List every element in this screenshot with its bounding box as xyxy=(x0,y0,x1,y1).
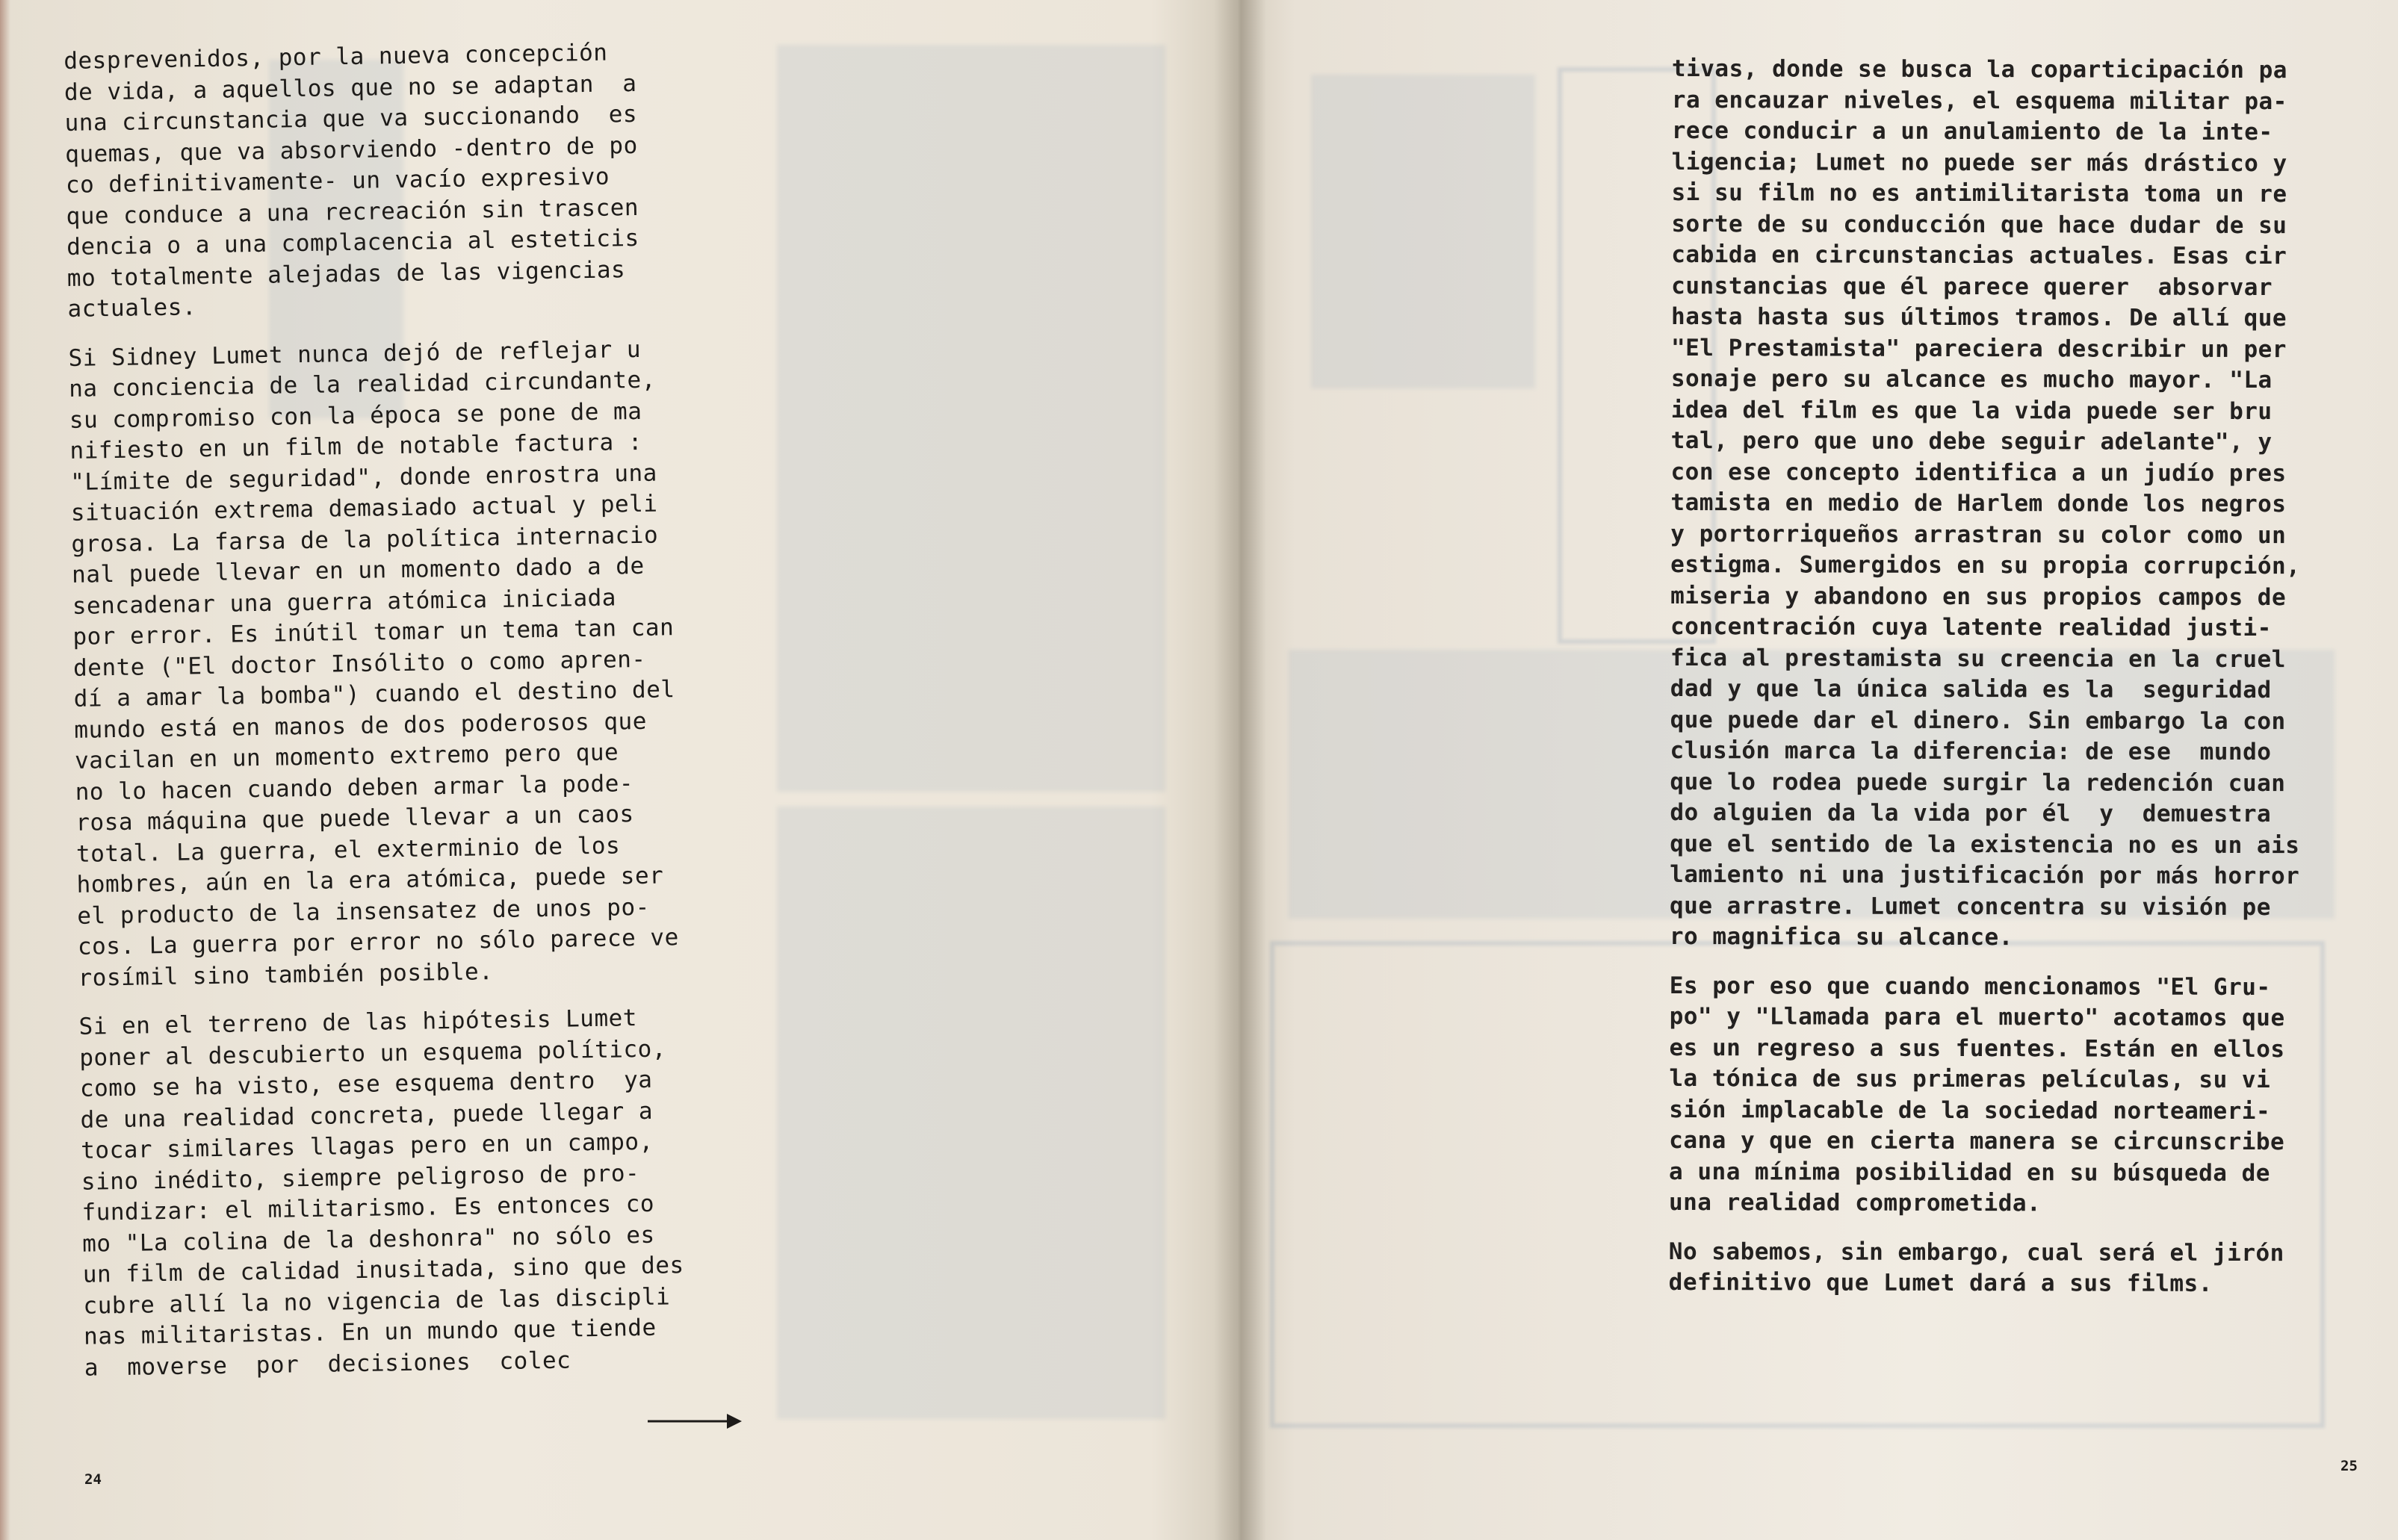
text-line: nal puede llevar en un momento dado a de xyxy=(71,552,645,589)
right-page-text xyxy=(1669,54,2302,1300)
text-line: que lo rodea puede surgir la redención cuan xyxy=(1670,768,2286,797)
text-line: situación extrema demasiado actual y peli xyxy=(70,490,658,527)
text-line: una circunstancia que va succionando es xyxy=(64,100,638,137)
page-number: 25 xyxy=(2340,1458,2358,1474)
text-line: mo "La colina de la deshonra" no sólo es xyxy=(81,1221,655,1258)
text-line: tamista en medio de Harlem donde los negros xyxy=(1670,488,2287,518)
paragraph-gap xyxy=(1670,952,2299,972)
arrow-right-icon xyxy=(646,1410,743,1432)
text-line: dad y que la única salida es la seguridad xyxy=(1670,674,2272,704)
text-line: Si en el terreno de las hipótesis Lumet xyxy=(78,1005,638,1040)
text-line: de vida, a aquellos que no se adaptan a xyxy=(63,69,637,106)
text-line: a moverse por decisiones colec xyxy=(84,1347,571,1382)
text-line: que conduce a una recreación sin trascen xyxy=(66,193,639,230)
text-line: y portorriqueños arrastran su color como un xyxy=(1670,520,2287,549)
text-line: dencia o a una complacencia al esteticis xyxy=(66,224,639,261)
text-line: rece conducir a un anulamiento de la inte- xyxy=(1671,117,2273,146)
text-line: desprevenidos, por la nueva concepción xyxy=(63,39,608,75)
text-line: idea del film es que la vida puede ser bru xyxy=(1670,396,2272,425)
text-line: actuales. xyxy=(67,294,197,323)
text-line: tivas, donde se busca la coparticipación pa xyxy=(1671,55,2288,84)
text-line: un film de calidad inusitada, sino que des xyxy=(82,1252,684,1288)
text-line: dí a amar la bomba") cuando el destino del xyxy=(73,676,675,712)
text-line: "Límite de seguridad", donde enrostra una xyxy=(69,459,658,496)
text-line: co definitivamente- un vacío expresivo xyxy=(65,163,610,199)
left-page-text xyxy=(63,37,686,1383)
text-line: que el sentido de la existencia no es un ais xyxy=(1670,830,2300,859)
text-line: su compromiso con la época se pone de ma xyxy=(69,397,642,434)
show-through-shape xyxy=(777,45,1165,792)
text-line: sino inédito, siempre peligroso de pro- xyxy=(81,1159,640,1196)
text-line: fundizar: el militarismo. Es entonces co xyxy=(81,1190,655,1226)
text-line: con ese concepto identifica a un judío pres xyxy=(1670,458,2287,487)
text-line: sorte de su conducción que hace dudar de su xyxy=(1671,210,2287,239)
text-line: sión implacable de la sociedad norteameri- xyxy=(1669,1096,2271,1125)
text-line: ro magnifica su alcance. xyxy=(1669,922,2013,951)
text-line: "El Prestamista" pareciera describir un per xyxy=(1670,334,2287,363)
text-line: rosímil sino también posible. xyxy=(78,957,494,992)
text-line: vacilan en un momento extremo pero que xyxy=(74,739,619,774)
show-through-shape xyxy=(777,807,1165,1419)
paragraph-gap xyxy=(1669,1218,2299,1238)
text-line: po" y "Llamada para el muerto" acotamos que xyxy=(1669,1002,2285,1032)
text-line: ra encauzar niveles, el esquema militar pa- xyxy=(1671,86,2287,115)
text-line: como se ha visto, ese esquema dentro ya xyxy=(79,1066,653,1102)
text-line: quemas, que va absorviendo -dentro de po xyxy=(64,131,639,168)
text-line: la tónica de sus primeras películas, su vi xyxy=(1669,1064,2271,1094)
text-line: definitivo que Lumet dará a sus films. xyxy=(1668,1268,2213,1297)
text-line: grosa. La farsa de la política internacio xyxy=(71,521,659,558)
text-line: Si Sidney Lumet nunca dejó de reflejar u xyxy=(68,335,642,372)
text-line: concentración cuya latente realidad justi- xyxy=(1670,612,2272,642)
text-line: nas militaristas. En un mundo que tiende xyxy=(83,1314,657,1350)
text-line: cabida en circunstancias actuales. Esas cir xyxy=(1671,240,2287,270)
text-line: cos. La guerra por error no sólo parece ve xyxy=(77,924,680,960)
text-line: si su film no es antimilitarista toma un re xyxy=(1671,178,2287,208)
text-line: no lo hacen cuando deben armar la pode- xyxy=(75,769,634,806)
text-line: hasta hasta sus últimos tramos. De allí que xyxy=(1671,302,2287,332)
text-line: nifiesto en un film de notable factura : xyxy=(69,428,643,465)
text-line: cubre allí la no vigencia de las discipli xyxy=(83,1282,671,1320)
text-line: de una realidad concreta, puede llegar a xyxy=(80,1097,654,1134)
text-line: Es por eso que cuando mencionamos "El Gru- xyxy=(1669,972,2271,1001)
page-number: 24 xyxy=(84,1471,102,1488)
text-line: total. La guerra, el exterminio de los xyxy=(75,831,621,868)
text-line: poner al descubierto un esquema político, xyxy=(78,1034,667,1072)
text-line: ligencia; Lumet no puede ser más drástico y xyxy=(1671,148,2287,177)
text-line: cana y que en cierta manera se circunscribe xyxy=(1669,1126,2285,1156)
text-line: lamiento ni una justificación por más horror xyxy=(1670,860,2300,890)
text-line: fica al prestamista su creencia en la cruel xyxy=(1670,644,2286,673)
text-line: estigma. Sumergidos en su propia corrupción, xyxy=(1670,550,2301,580)
text-line: sonaje pero su alcance es mucho mayor. "La xyxy=(1670,364,2272,394)
text-line: dente ("El doctor Insólito o como apren- xyxy=(72,645,646,682)
text-line: clusión marca la diferencia: de ese mundo xyxy=(1670,736,2272,766)
text-line: miseria y abandono en sus propios campos de xyxy=(1670,582,2287,611)
text-line: rosa máquina que puede llevar a un caos xyxy=(75,801,634,836)
text-line: do alguien da la vida por él y demuestra xyxy=(1670,798,2272,828)
text-line: na conciencia de la realidad circundante, xyxy=(68,366,657,403)
text-line: una realidad comprometida. xyxy=(1668,1188,2042,1217)
text-line: que puede dar el dinero. Sin embargo la con xyxy=(1670,706,2286,735)
text-line: sencadenar una guerra atómica iniciada xyxy=(72,583,617,620)
text-line: el producto de la insensatez de unos po- xyxy=(77,893,651,930)
text-line: hombres, aún en la era atómica, puede ser xyxy=(76,862,664,898)
text-line: mo totalmente alejadas de las vigencias xyxy=(66,255,626,292)
text-line: por error. Es inútil tomar un tema tan can xyxy=(72,614,675,651)
text-line: No sabemos, sin embargo, cual será el jirón xyxy=(1668,1238,2284,1267)
text-line: a una mínima posibilidad en su búsqueda de xyxy=(1669,1158,2271,1187)
text-line: que arrastre. Lumet concentra su visión pe xyxy=(1669,892,2271,921)
text-line: es un regreso a sus fuentes. Están en ellos xyxy=(1669,1034,2285,1063)
text-line: tal, pero que uno debe seguir adelante", y xyxy=(1670,426,2272,456)
show-through-shape xyxy=(1311,75,1535,388)
text-line: tocar similares llagas pero en un campo, xyxy=(80,1128,654,1164)
text-line: cunstancias que él parece querer absorvar xyxy=(1671,272,2273,301)
text-line: mundo está en manos de dos poderosos que xyxy=(74,707,648,744)
